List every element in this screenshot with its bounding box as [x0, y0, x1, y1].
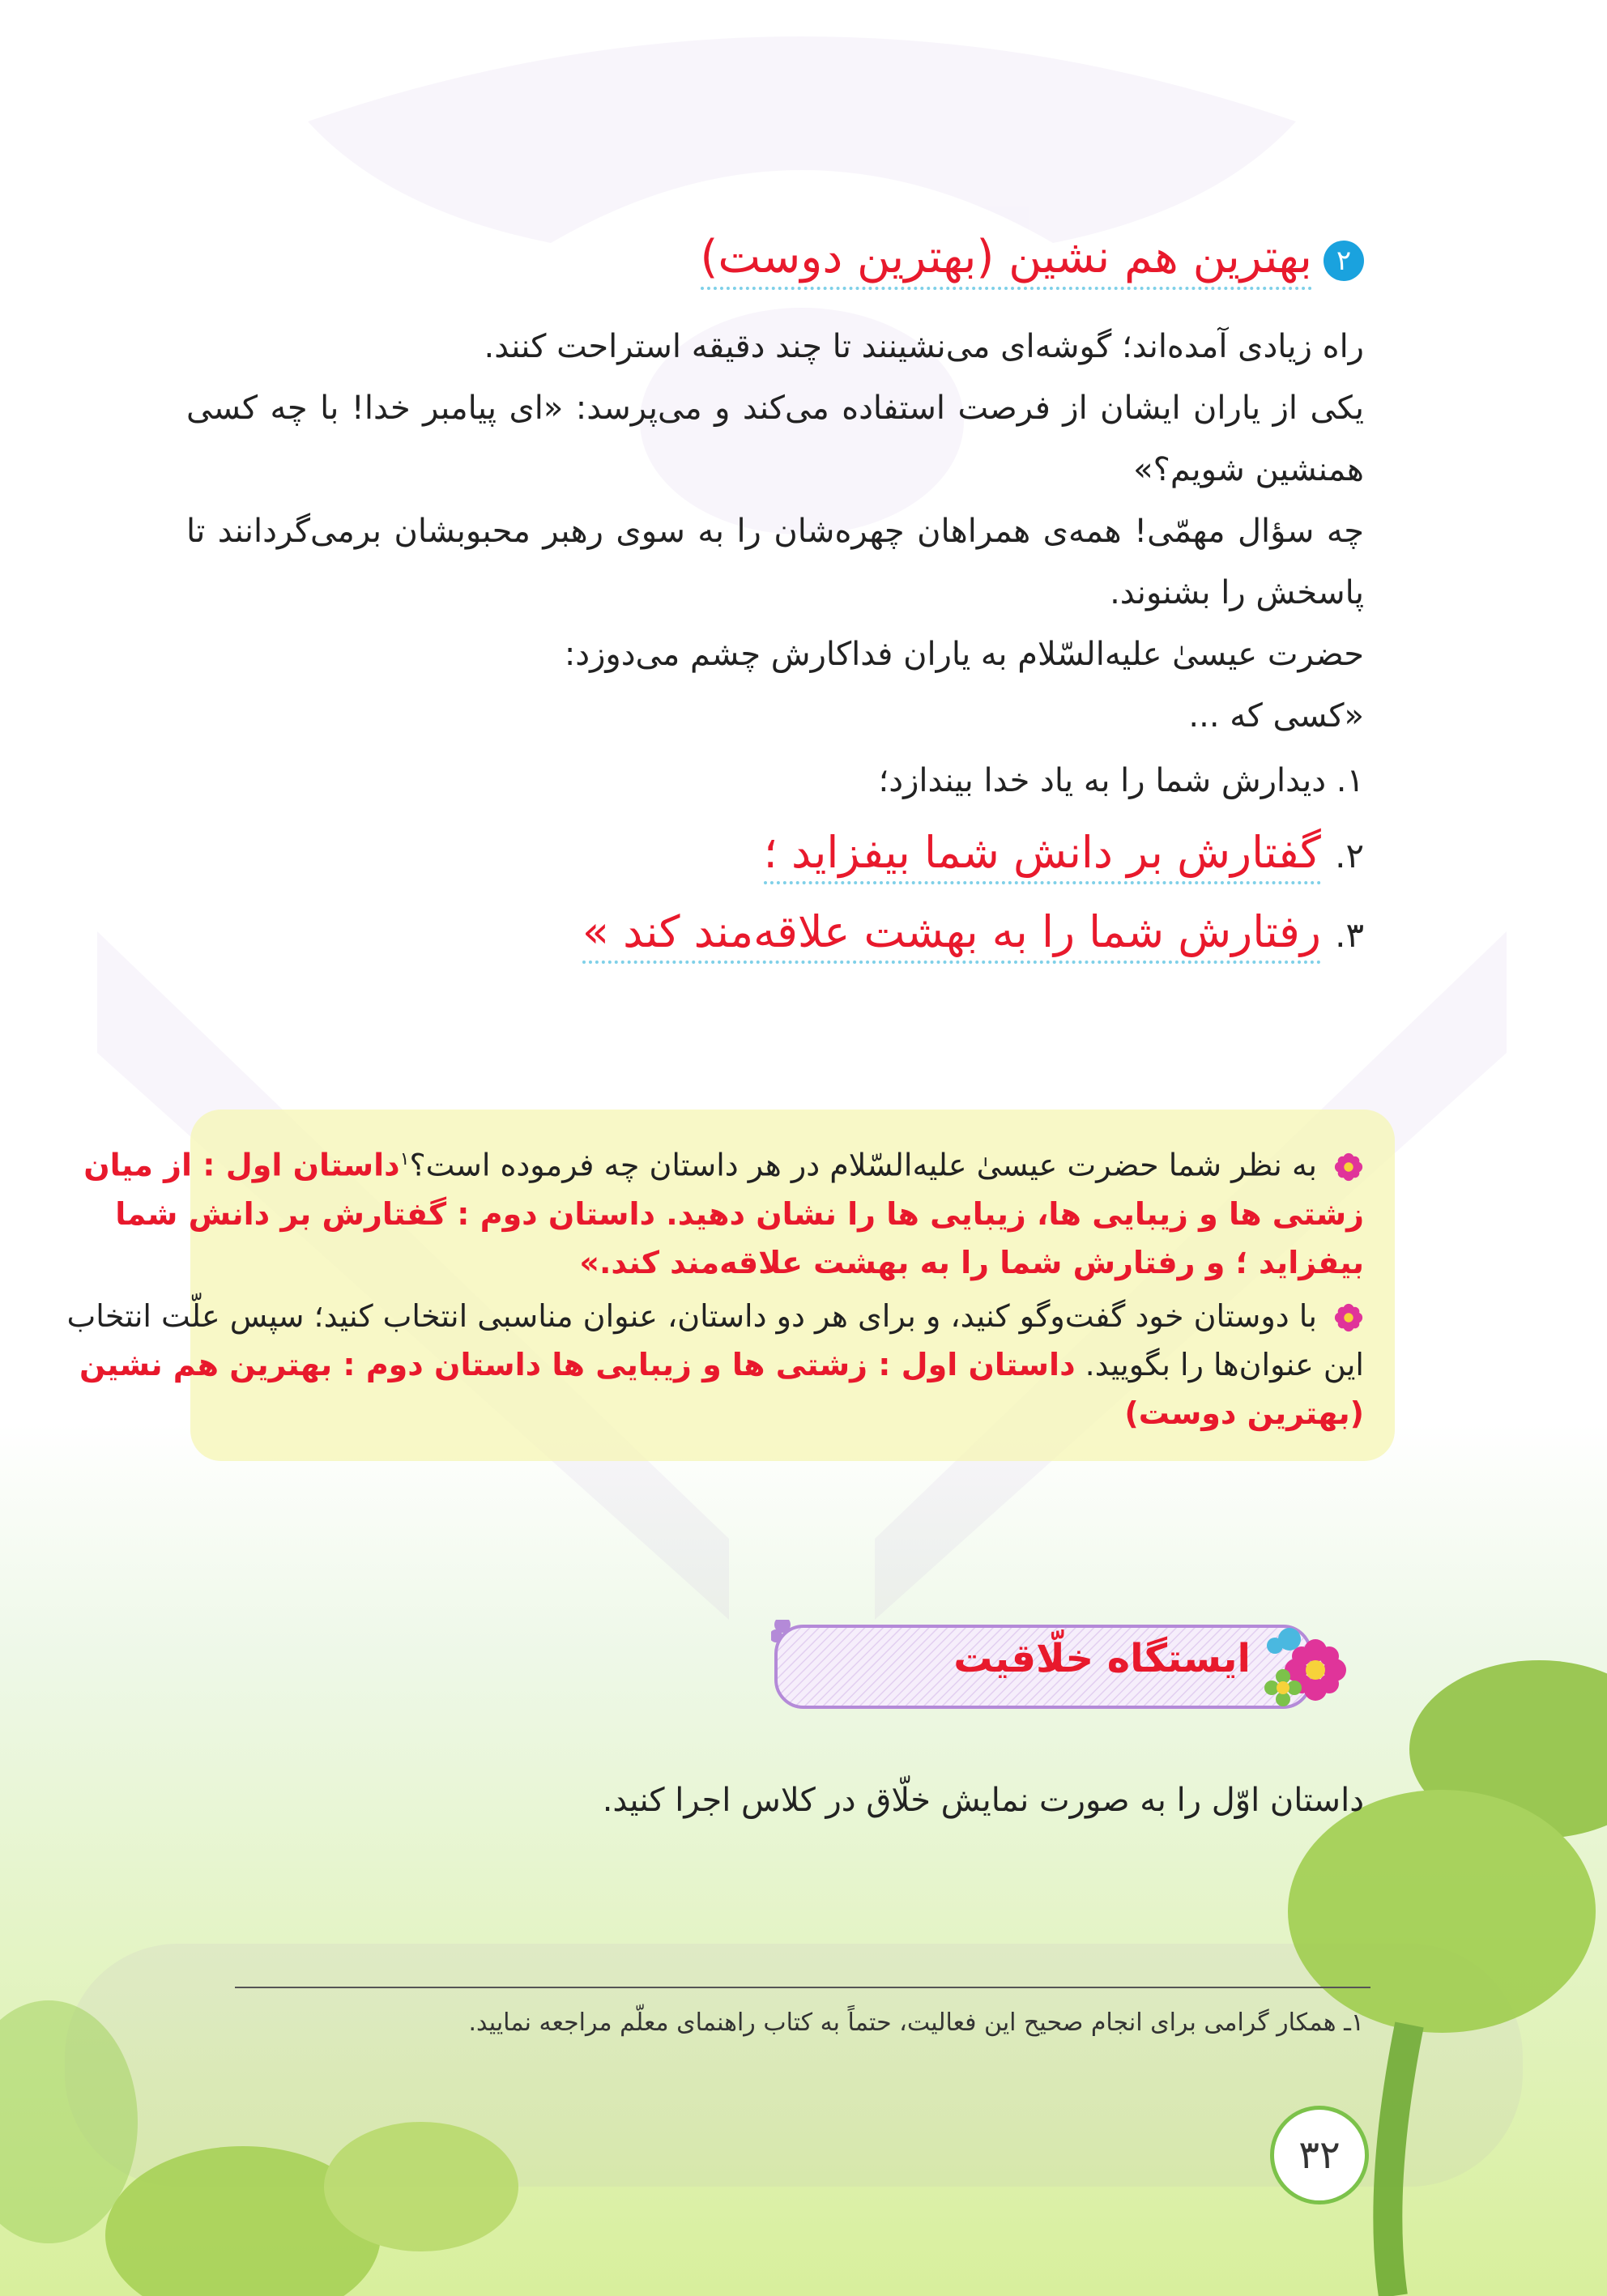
- list-item-text: گفتارش بر دانش شما بیفزاید ؛: [764, 827, 1321, 884]
- section-number-badge: ۲: [1324, 241, 1364, 281]
- story-paragraph: «کسی که ...: [1188, 697, 1364, 735]
- creativity-title: ایستگاه خلّاقیت: [953, 1636, 1251, 1681]
- list-item-number: ۳.: [1335, 915, 1364, 955]
- list-item: [186, 894, 1364, 973]
- story-text: [186, 316, 1364, 973]
- answer-text: داستان اول : زشتی ها و زیبایی ها داستان دوم : بهترین هم نشین (بهترین دوست): [79, 1346, 1364, 1431]
- list-item-number: ۱.: [1336, 762, 1364, 799]
- list-item-text: دیدارش شما را به یاد خدا بیندازد؛: [878, 762, 1327, 799]
- story-paragraph: چه سؤال مهمّی! همه‌ی همراهان چهره‌شان را به سوی رهبر محبوبشان برمی‌گردانند تا پاسخش را بشنوند.: [186, 513, 1364, 611]
- list-item-number: ۲.: [1335, 836, 1364, 875]
- section-heading: [701, 231, 1364, 290]
- questions-text: [29, 1135, 1364, 1442]
- answer-text: داستان اول : از میان زشتی ها و زیبایی ها، زیبایی ها را نشان دهید. داستان دوم : گفتارش بر دانش شما بیفزاید ؛ و رفتارش شما را به بهشت علاقه‌مند کند.»: [83, 1147, 1364, 1280]
- story-paragraph: حضرت عیسیٰ علیه‌السّلام به یاران فداکارش چشم می‌دوزد:: [564, 636, 1364, 673]
- section-title: بهترین هم نشین (بهترین دوست): [701, 231, 1312, 290]
- question-text: به نظر شما حضرت عیسیٰ علیه‌السّلام در هر داستان چه فرموده است؟: [409, 1147, 1317, 1183]
- list-item: [186, 815, 1364, 894]
- flower-bullet-icon: [1333, 1302, 1364, 1333]
- footnote-divider: [235, 1987, 1370, 1988]
- list-item-text: رفتارش شما را به بهشت علاقه‌مند کند »: [582, 906, 1321, 964]
- page-number: ۳۲: [1270, 2106, 1369, 2204]
- list-item: [186, 747, 1364, 815]
- question-2: [29, 1292, 1364, 1438]
- story-paragraph: راه زیادی آمده‌اند؛ گوشه‌ای می‌نشینند تا چند دقیقه استراحت کنند.: [484, 328, 1364, 365]
- footnote-mark: ۱: [399, 1149, 410, 1169]
- question-text: با دوستان خود گفت‌وگو کنید، و برای هر دو داستان، عنوان مناسبی انتخاب کنید؛ سپس علّت انتخاب این عنوان‌ها را بگویید.: [66, 1297, 1364, 1382]
- story-paragraph: یکی از یاران ایشان از فرصت استفاده می‌کند و می‌پرسد: «ای پیامبر خدا! با چه کسی همنشین شویم؟»: [186, 390, 1364, 488]
- question-1: [29, 1135, 1364, 1287]
- footnote: ۱ـ همکار گرامی برای انجام صحیح این فعالیت، حتماً به کتاب راهنمای معلّم مراجعه نمایید.: [468, 2008, 1364, 2037]
- creativity-instruction: داستان اوّل را به صورت نمایش خلّاق در کلاس اجرا کنید.: [602, 1782, 1364, 1819]
- flower-bullet-icon: [1333, 1152, 1364, 1182]
